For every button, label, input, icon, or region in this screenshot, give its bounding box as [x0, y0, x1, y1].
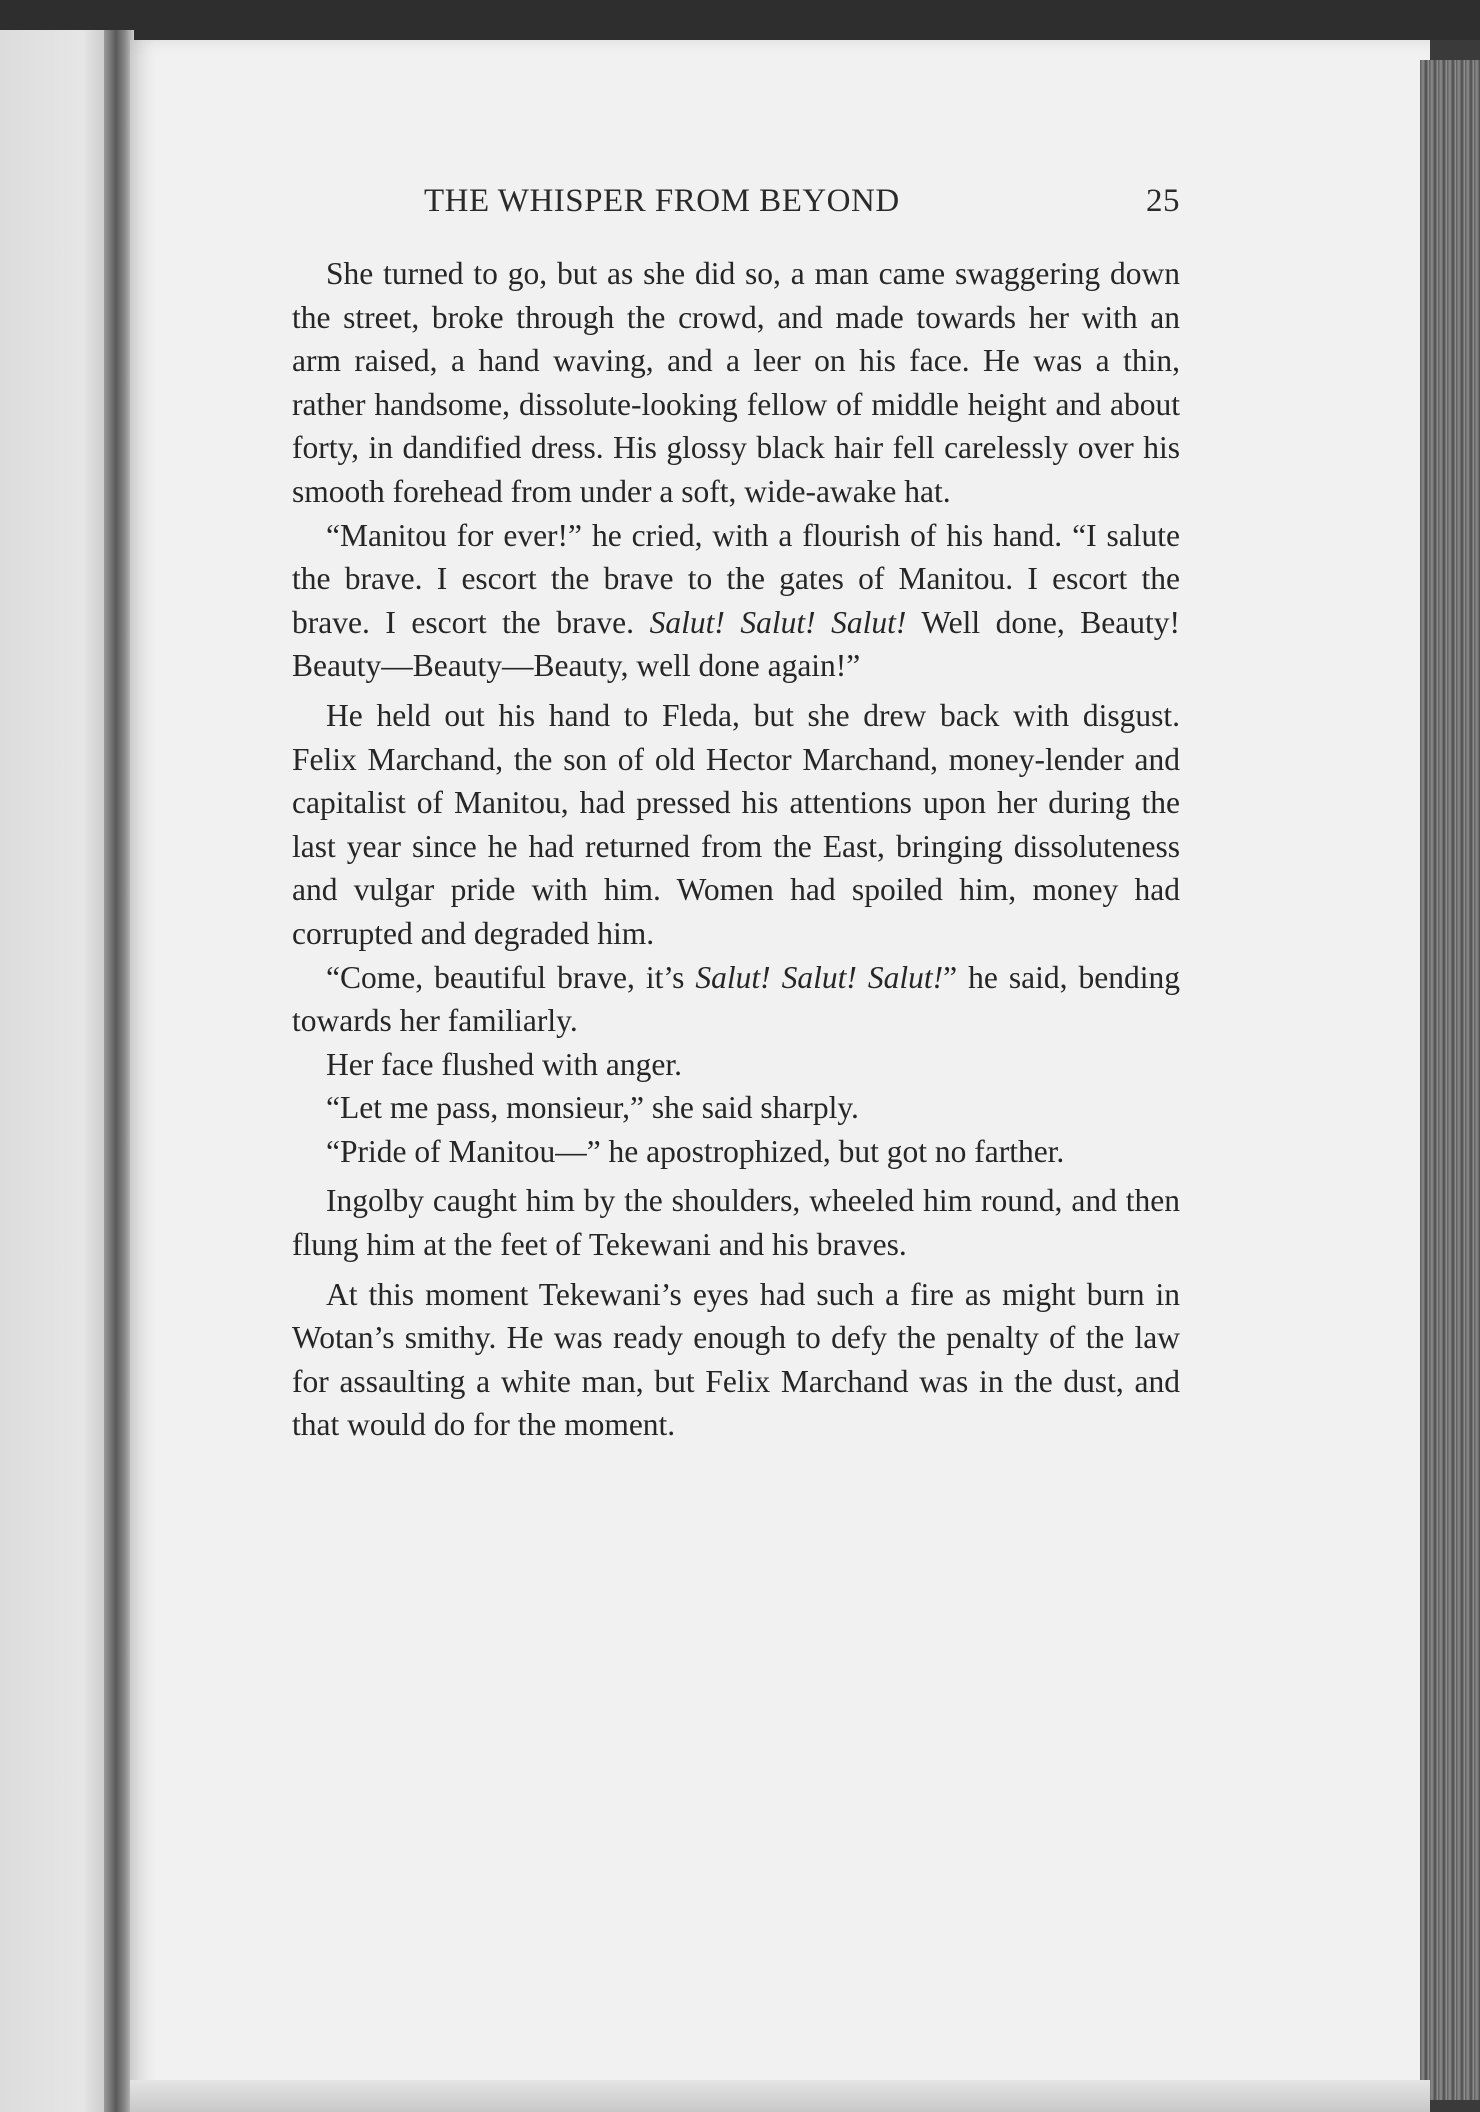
body-text [292, 252, 1180, 1447]
facing-page-edge [0, 30, 118, 2112]
paragraph: Ingolby caught him by the shoulders, wheeled him round, and then flung him at the feet of Tekewani and his braves. [292, 1183, 1180, 1263]
scan-background [0, 0, 1480, 40]
running-head [292, 183, 1180, 220]
italic-text: Salut! Salut! Salut! [649, 604, 907, 640]
page-number: 25 [1146, 183, 1180, 219]
paragraph-text: Well done, Beauty! Beauty—Beauty—Beauty, well done again!” [292, 604, 1180, 684]
paragraph [292, 514, 1180, 688]
paragraph: At this moment Tekewani’s eyes had such a fire as might burn in Wotan’s smithy. He was ready enough to defy the penalty of the law for assaulting a white man, but Felix Marchand was in the dust, and that would do for the moment. [292, 1276, 1180, 1443]
paragraph: “Pride of Manitou—” he apostrophized, but got no farther. [326, 1133, 1065, 1169]
page-fore-edge [1420, 60, 1480, 2100]
paragraph: He held out his hand to Fleda, but she drew back with disgust. Felix Marchand, the son of old Hector Marchand, money-lender and capitalist of Manitou, had pressed his attentions upon her during the last year since he had returned from the East, bringing dissoluteness and vulgar pride with him. Women had spoiled him, money had corrupted and degraded him. [292, 697, 1180, 951]
paragraph [292, 956, 1180, 1043]
paragraph-text: ” he said, bending towards her familiarly. [292, 959, 1180, 1039]
page-bottom-edge [130, 2080, 1430, 2112]
italic-text: Salut! Salut! Salut! [695, 959, 944, 995]
paragraph-text: “Manitou for ever!” he cried, with a flourish of his hand. “I salute the brave. I escort the brave to the gates of Manitou. I escort the brave. I escort the brave. [292, 517, 1180, 640]
paragraph-text: “Come, beautiful brave, it’s [326, 959, 696, 995]
paragraph: She turned to go, but as she did so, a man came swaggering down the street, broke through the crowd, and made towards her with an arm raised, a hand waving, and a leer on his face. He was a thin, rather handsome, dissolute-looking fellow of middle height and about forty, in dandified dress. His glossy black hair fell carelessly over his smooth forehead from under a soft, wide-awake hat. [292, 256, 1180, 509]
paragraph: “Let me pass, monsieur,” she said sharply. [326, 1090, 859, 1126]
paragraph: Her face flushed with anger. [326, 1046, 682, 1082]
running-title: THE WHISPER FROM BEYOND [424, 183, 900, 219]
